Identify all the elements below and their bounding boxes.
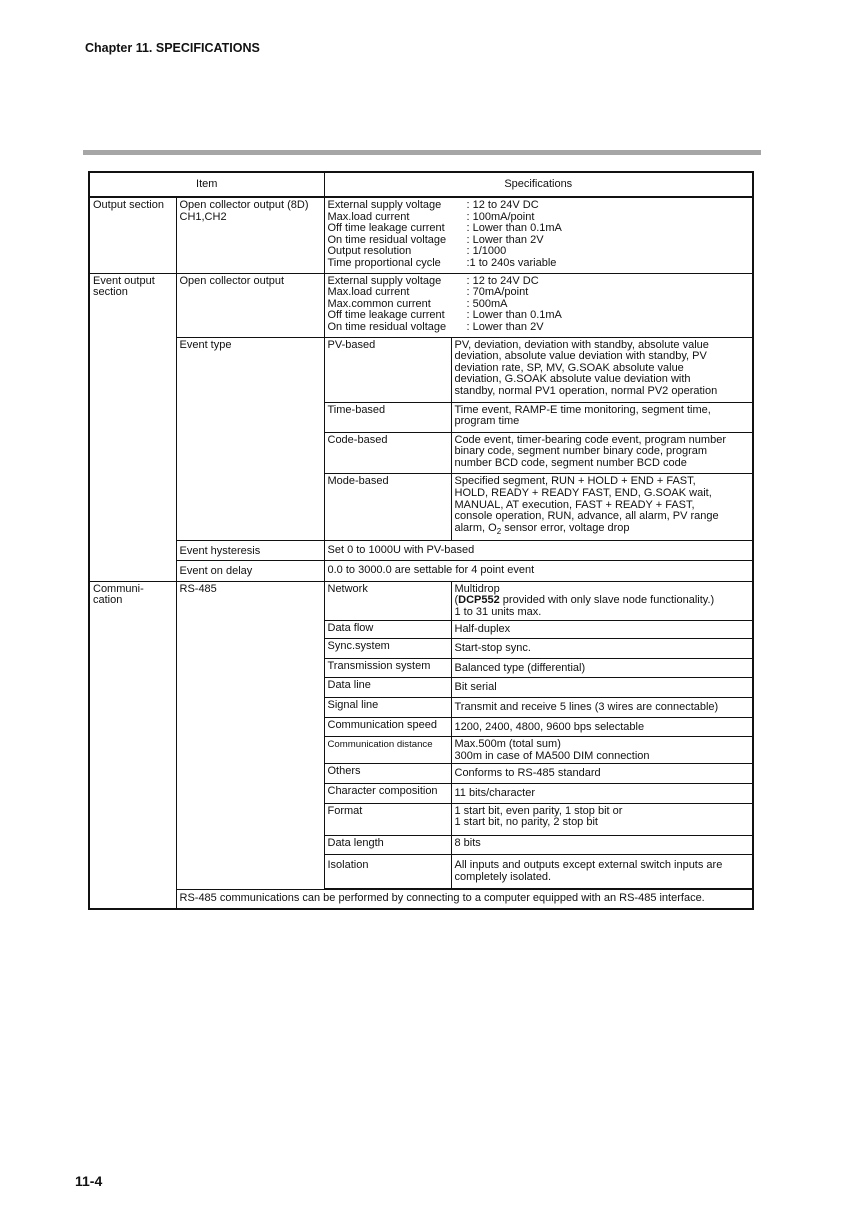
column-header-item: Item — [89, 172, 324, 197]
spec-line — [328, 258, 750, 270]
subitem-format: Format — [324, 803, 451, 835]
subitem-network: Network — [324, 581, 451, 620]
text-line: MANUAL, AT execution, FAST + READY + FAST, — [454, 498, 695, 511]
column-header-specifications: Specifications — [324, 172, 753, 197]
text-line: 1 start bit, no parity, 2 stop bit — [454, 816, 598, 829]
data-flow-value: Half-duplex — [451, 620, 753, 639]
table-row-event-hysteresis — [89, 540, 753, 561]
text-line: completely isolated. — [454, 870, 552, 883]
pv-based-description — [451, 337, 753, 402]
spec-key: On time residual voltage — [327, 320, 447, 333]
chapter-heading: Chapter 11. SPECIFICATIONS — [85, 41, 260, 55]
table-row-event-on-delay — [89, 561, 753, 582]
item-open-collector: Open collector output — [176, 273, 324, 337]
text-line: 1 to 31 units max. — [454, 606, 542, 618]
text-line: HOLD, READY + READY FAST, END, G.SOAK wait, — [454, 487, 712, 500]
text-part: provided with only slave node functionality.) — [499, 594, 715, 607]
text-line: PV, deviation, deviation with standby, absolute value — [454, 338, 709, 351]
spec-value: : 12 to 24V DC — [466, 199, 539, 211]
subitem-code-based: Code-based — [324, 432, 451, 474]
spec-value: : 500mA — [466, 297, 508, 310]
subitem-isolation: Isolation — [324, 855, 451, 888]
table-row-event-type-pv — [89, 337, 753, 402]
sync-system-value: Start-stop sync. — [451, 639, 753, 659]
text-line: 300m in case of MA500 DIM connection — [454, 749, 650, 762]
transmission-system-value: Balanced type (differential) — [451, 658, 753, 678]
rs485-note: RS-485 communications can be performed by connecting to a computer equipped with an RS-485 interface. — [176, 889, 753, 909]
spec-value: : 100mA/point — [466, 210, 535, 223]
character-composition-value: 11 bits/character — [451, 783, 753, 803]
table-row-rs485-note — [89, 889, 753, 909]
subitem-sync-system: Sync.system — [324, 639, 451, 659]
text-line: deviation, G.SOAK absolute value deviation with — [454, 373, 691, 386]
event-on-delay-value: 0.0 to 3000.0 are settable for 4 point event — [324, 561, 753, 582]
table-header-row — [89, 172, 753, 197]
spec-value: :1 to 240s variable — [466, 256, 557, 269]
header-rule — [83, 150, 761, 155]
text-line: binary code, segment number binary code, program — [454, 445, 708, 458]
subitem-communication-distance: Communication distance — [324, 737, 451, 764]
text-line: Time event, RAMP-E time monitoring, segment time, — [454, 403, 711, 416]
model-name: DCP552 — [458, 594, 500, 607]
section-label-output: Output section — [89, 197, 176, 273]
signal-line-value: Transmit and receive 5 lines (3 wires are connectable) — [451, 697, 753, 717]
communication-distance-value — [451, 737, 753, 764]
spec-value: : Lower than 2V — [466, 233, 544, 246]
subitem-time-based: Time-based — [324, 402, 451, 432]
subitem-transmission-system: Transmission system — [324, 658, 451, 678]
section-label-communication: Communi- cation — [89, 581, 176, 909]
text-part: sensor error, voltage drop — [501, 521, 630, 534]
item-rs485: RS-485 — [176, 581, 324, 889]
text-line: number BCD code, segment number BCD code — [454, 456, 687, 469]
item-event-type: Event type — [176, 337, 324, 540]
text-line: Specified segment, RUN + HOLD + END + FAST, — [454, 475, 696, 488]
text-part: alarm, O — [454, 521, 497, 534]
event-hysteresis-value: Set 0 to 1000U with PV-based — [324, 540, 753, 561]
spec-line — [328, 287, 750, 299]
text-part: ( — [454, 594, 459, 607]
text-line: Max.500m (total sum) — [454, 738, 561, 751]
spec-key: Max.load current — [327, 210, 410, 223]
others-value: Conforms to RS-485 standard — [451, 764, 753, 784]
subitem-data-flow: Data flow — [324, 620, 451, 639]
spec-value: : 70mA/point — [466, 286, 529, 299]
output-spec-list — [324, 197, 753, 273]
spec-key: External supply voltage — [327, 199, 442, 211]
subitem-data-length: Data length — [324, 835, 451, 855]
table-row-output-section — [89, 197, 753, 273]
subitem-others: Others — [324, 764, 451, 784]
spec-key: Max.common current — [327, 297, 431, 310]
subitem-pv-based: PV-based — [324, 337, 451, 402]
format-value — [451, 803, 753, 835]
spec-key: Off time leakage current — [327, 222, 445, 235]
subitem-mode-based: Mode-based — [324, 474, 451, 540]
item-event-hysteresis: Event hysteresis — [176, 540, 324, 561]
spec-value: : Lower than 0.1mA — [466, 309, 562, 322]
event-output-spec-list — [324, 273, 753, 337]
text-line: Code event, timer-bearing code event, program number — [454, 433, 726, 446]
spec-key: Time proportional cycle — [327, 256, 441, 269]
table-row-event-output — [89, 273, 753, 337]
text-line: console operation, RUN, advance, all alarm, PV range — [454, 510, 719, 523]
spec-line — [328, 322, 750, 334]
time-based-description — [451, 402, 753, 432]
text-line: deviation, absolute value deviation with standby, PV — [454, 350, 707, 363]
spec-value: : 1/1000 — [466, 245, 507, 258]
spec-key: Output resolution — [327, 245, 412, 258]
isolation-value — [451, 855, 753, 888]
subitem-character-composition: Character composition — [324, 783, 451, 803]
spec-value: : Lower than 0.1mA — [466, 222, 562, 235]
communication-speed-value: 1200, 2400, 4800, 9600 bps selectable — [451, 717, 753, 737]
code-based-description — [451, 432, 753, 474]
section-label-event-output: Event output section — [89, 273, 176, 581]
text-line: standby, normal PV1 operation, normal PV2 operation — [454, 384, 718, 397]
item-open-collector-8d: Open collector output (8D) CH1,CH2 — [176, 197, 324, 273]
data-length-value: 8 bits — [451, 835, 753, 855]
subitem-communication-speed: Communication speed — [324, 717, 451, 737]
text-line: Multidrop — [454, 582, 500, 595]
text-line: All inputs and outputs except external switch inputs are — [454, 859, 723, 872]
text-line — [455, 523, 750, 538]
data-line-value: Bit serial — [451, 678, 753, 698]
page-number: 11-4 — [75, 1173, 103, 1189]
text-line: 1 start bit, even parity, 1 stop bit or — [454, 804, 623, 817]
table-row-network — [89, 581, 753, 620]
subitem-data-line: Data line — [324, 678, 451, 698]
specifications-table — [88, 171, 754, 910]
spec-key: On time residual voltage — [327, 233, 447, 246]
subitem-signal-line: Signal line — [324, 697, 451, 717]
spec-key: Off time leakage current — [327, 309, 445, 322]
text-line: program time — [454, 415, 520, 428]
spec-value: : Lower than 2V — [466, 320, 544, 333]
item-event-on-delay: Event on delay — [176, 561, 324, 582]
subscript: 2 — [496, 527, 502, 537]
spec-key: Max.load current — [327, 286, 410, 299]
spec-key: External supply voltage — [327, 274, 442, 287]
text-line: deviation rate, SP, MV, G.SOAK absolute value — [454, 361, 684, 374]
mode-based-description — [451, 474, 753, 540]
network-description — [451, 581, 753, 620]
spec-value: : 12 to 24V DC — [466, 274, 539, 287]
spec-line — [328, 200, 750, 212]
